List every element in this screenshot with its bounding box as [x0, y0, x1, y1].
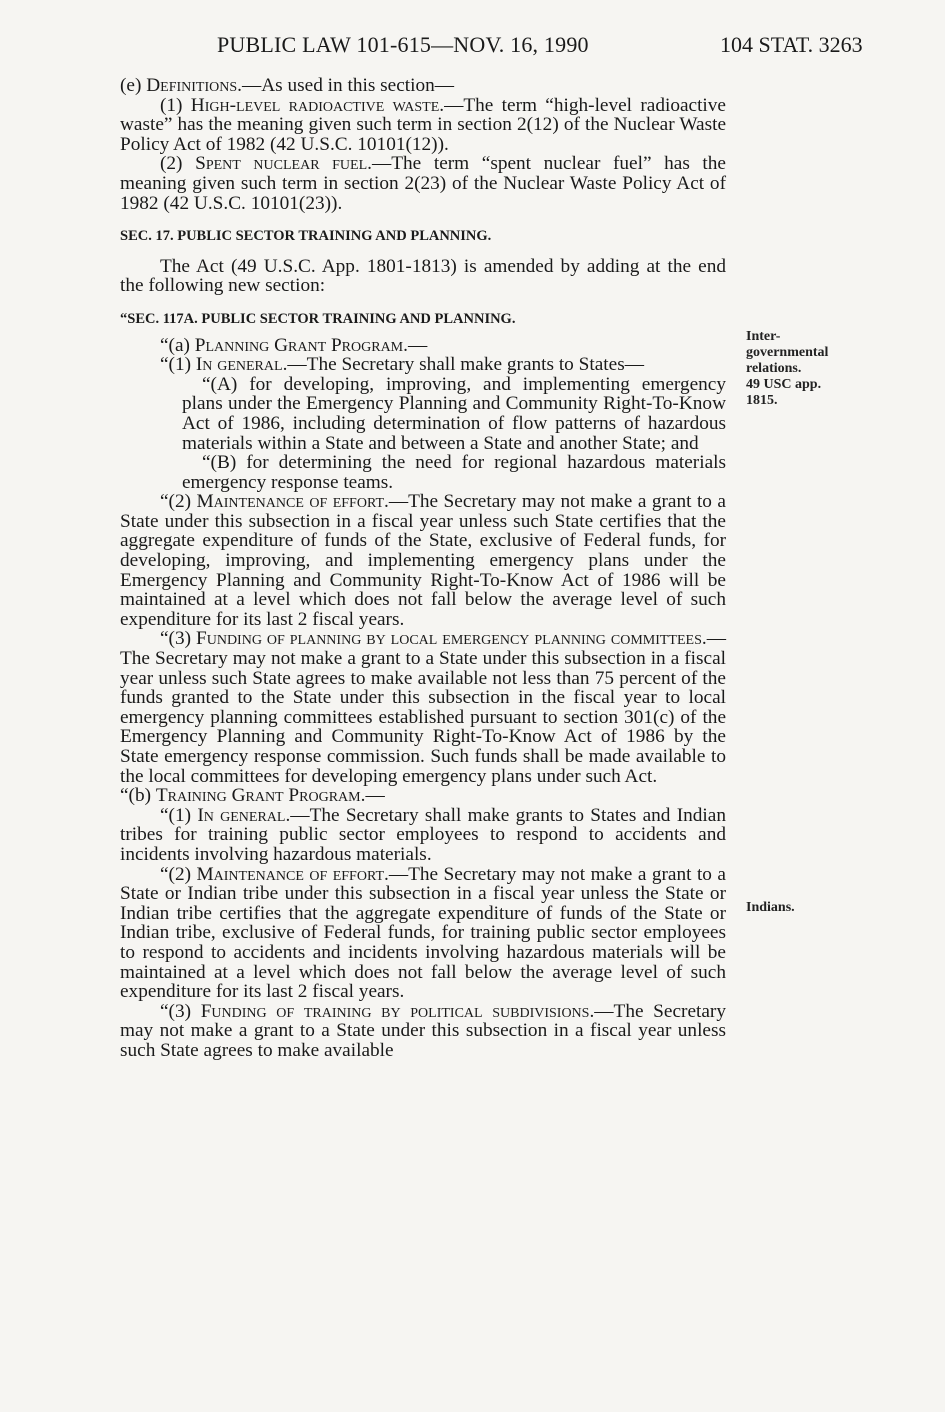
paragraph-a1: “(1) In general.—The Secretary shall make grants to States—	[160, 354, 644, 376]
section-17-heading: SEC. 17. PUBLIC SECTOR TRAINING AND PLANNING.	[120, 228, 492, 245]
heading-in-general: In general	[197, 804, 286, 826]
heading-planning-grant-program: Planning Grant Program	[194, 334, 404, 356]
margin-note-line: 49 USC app.	[746, 377, 822, 392]
heading-in-general: In general	[195, 354, 283, 376]
amendment-intro: The Act (49 U.S.C. App. 1801-1813) is amended by adding at the end the following new section:	[120, 255, 726, 297]
subparagraph-aA: “(A) for developing, improving, and implementing emergency plans under the Emergency Planning and Community Right-To-Know Act of 1986, including determination of flow patterns of hazardous materials within a State and between a State and another State; and	[182, 373, 726, 454]
margin-note-line: Inter-	[746, 329, 781, 344]
margin-note-intergovernmental	[746, 329, 828, 409]
section-117a-heading: “SEC. 117A. PUBLIC SECTOR TRAINING AND PLANNING.	[120, 310, 516, 327]
margin-note-indians: Indians.	[746, 900, 795, 915]
heading-training-grant-program: Training Grant Program	[155, 785, 361, 807]
margin-note-line: governmental	[746, 345, 829, 360]
margin-note-line: 1815.	[746, 393, 778, 408]
subsection-b: “(b) Training Grant Program.—	[120, 785, 385, 807]
paragraph-a2: “(2) Maintenance of effort.—The Secretary may not make a grant to a State under this subsection in a fiscal year unless such State certifies that the aggregate expenditure of funds of the State, exclusive of Federal funds, for developing, improving, and implementing emergency plans under the Emergency Planning and Community Right-To-Know Act of 1986 will be maintained at a level which does not fall below the average level of such expenditure for its last 2 fiscal years.	[120, 491, 726, 630]
margin-note-line: relations.	[746, 361, 802, 376]
statute-body	[120, 76, 726, 1061]
heading-maintenance-of-effort: Maintenance of effort	[196, 863, 384, 885]
heading-funding-of-training: Funding of training by political subdivisions	[200, 1000, 590, 1022]
heading-high-level-radioactive-waste: High-level radioactive waste	[190, 94, 440, 116]
subsection-e: (e) Definitions.—As used in this section—	[120, 75, 455, 96]
heading-maintenance-of-effort: Maintenance of effort	[196, 491, 384, 513]
subparagraph-aB: “(B) for determining the need for regional hazardous materials emergency response teams.	[182, 452, 726, 493]
paragraph-a3: “(3) Funding of planning by local emergency planning committees.—The Secretary may not make a grant to a State under this subsection in a fiscal year unless such State agrees to make available not less than 75 percent of the funds granted to the State under this subsection in the fiscal year to local emergency planning committees established pursuant to section 301(c) of the Emergency Planning and Community Right-To-Know Act of 1986 by the State emergency response commission. Such funds shall be made available to the local committees for developing emergency plans under such Act.	[120, 628, 726, 787]
heading-spent-nuclear-fuel: Spent nuclear fuel	[195, 153, 368, 175]
heading-funding-of-planning: Funding of planning by local emergency planning committees	[196, 628, 702, 650]
heading-definitions: Definitions	[146, 75, 238, 96]
running-head-title: PUBLIC LAW 101-615—NOV. 16, 1990	[217, 32, 589, 57]
paragraph-e1: (1) High-level radioactive waste.—The term “high-level radioactive waste” has the meaning given such term in section 2(12) of the Nuclear Waste Policy Act of 1982 (42 U.S.C. 10101(12)).	[120, 94, 726, 155]
paragraph-b2: “(2) Maintenance of effort.—The Secretary may not make a grant to a State or Indian tribe under this subsection in a fiscal year unless the State or Indian tribe certifies that the aggregate expenditure of funds of the State or Indian tribe, exclusive of Federal funds, for training public sector employees to respond to accidents and incidents involving hazardous materials will be maintained at a level which does not fall below the average level of such expenditure for its last 2 fiscal years.	[120, 863, 726, 1003]
statute-page-number: 104 STAT. 3263	[720, 32, 863, 57]
paragraph-b1: “(1) In general.—The Secretary shall make grants to States and Indian tribes for training public sector employees to respond to accidents and incidents involving hazardous materials.	[120, 804, 726, 865]
paragraph-b3: “(3) Funding of training by political subdivisions.—The Secretary may not make a grant to a State under this subsection in a fiscal year unless such State agrees to make available	[120, 1000, 726, 1061]
paragraph-e2: (2) Spent nuclear fuel.—The term “spent nuclear fuel” has the meaning given such term in section 2(23) of the Nuclear Waste Policy Act of 1982 (42 U.S.C. 10101(23)).	[120, 153, 726, 214]
subsection-a: “(a) Planning Grant Program.—	[160, 334, 428, 356]
